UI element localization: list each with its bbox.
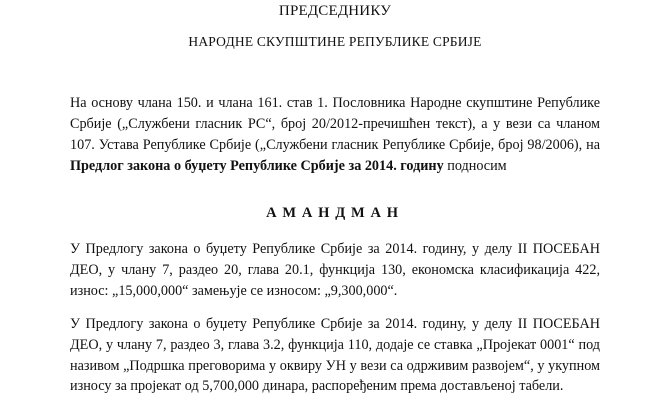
intro-line-4-rest: подносим [443, 158, 507, 174]
law-proposal-title: Предлог закона о буџету Републике Србије за 2014. годину [70, 158, 444, 174]
amendment-heading: АМАНДМАН [266, 205, 404, 221]
amendment-p2-line-2: ДЕО, у члану 7, раздео 3, глава 3.2, функција 110, додаје се ставка „Пројекат 0001“ под [70, 337, 600, 353]
intro-line-3: 107. Устава Републике Србије („Службени гласник Републике Србије, број 98/2006), на [70, 137, 600, 153]
amendment-p1-line-2: ДЕО, у члану 7, раздео 20, глава 20.1, функција 130, економска класификација 422, [70, 262, 600, 278]
amendment-p2-line-3: називом „Подршка преговорима у оквиру УН у вези са одрживим развојем“, у укупном [70, 358, 600, 374]
amendment-p2-line-1: У Предлогу закона о буџету Републике Србије за 2014. годину, у делу II ПОСЕБАН [70, 316, 600, 332]
amendment-p1-line-3: износ: „15,000,000“ замењује се износом: „9,300,000“. [70, 283, 398, 299]
amendment-p2-line-4: износу за пројекат од 5,700,000 динара, распоређеним према достављеној табели. [70, 378, 564, 394]
amendment-p1-line-1: У Предлогу закона о буџету Републике Србије за 2014. годину, у делу II ПОСЕБАН [70, 241, 600, 257]
addressee-institution: НАРОДНЕ СКУПШТИНЕ РЕПУБЛИКЕ СРБИЈЕ [188, 34, 482, 49]
intro-line-1: На основу члана 150. и члана 161. став 1. Пословника Народне скупштине Републике [70, 95, 600, 111]
intro-line-2: Србије („Службени гласник РС“, број 20/2012-пречишћен текст), а у вези са чланом [70, 116, 600, 132]
intro-line-4 [70, 158, 507, 175]
addressee-title: ПРЕДСЕДНИКУ [278, 3, 392, 19]
